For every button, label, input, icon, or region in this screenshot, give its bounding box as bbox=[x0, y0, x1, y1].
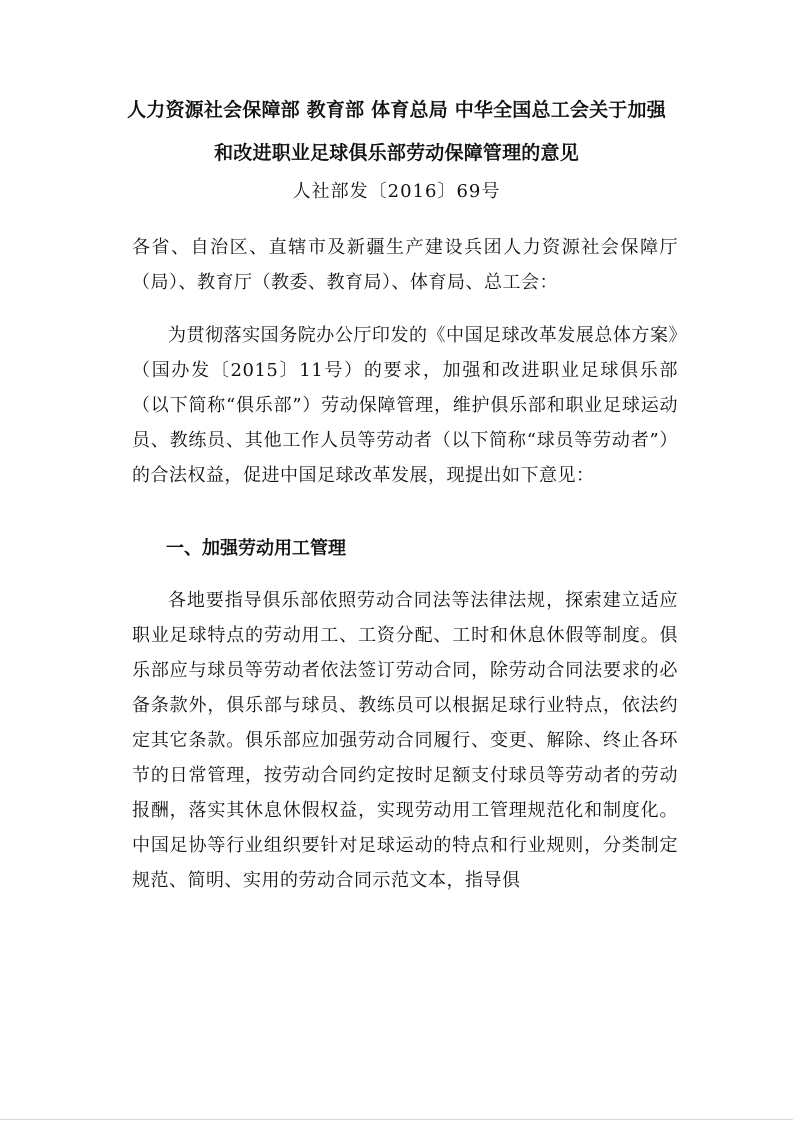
document-number: 人社部发〔2016〕69号 bbox=[292, 181, 501, 202]
document-title-line-1: 人力资源社会保障部 教育部 体育总局 中华全国总工会关于加强 bbox=[127, 99, 666, 121]
intro-paragraph: 为贯彻落实国务院办公厅印发的《中国足球改革发展总体方案》（国办发〔2015〕11号）的要求，加强和改进职业足球俱乐部（以下简称“俱乐部”）劳动保障管理，维护俱乐部和职业足球运动员、教练员、其他工作人员等劳动者（以下简称“球员等劳动者”）的合法权益，促进中国足球改革发展，现提出如下意见： bbox=[132, 325, 678, 486]
document-title-line-2: 和改进职业足球俱乐部劳动保障管理的意见 bbox=[214, 142, 579, 164]
section-1-paragraph: 各地要指导俱乐部依照劳动合同法等法律法规，探索建立适应职业足球特点的劳动用工、工资分配、工时和休息休假等制度。俱乐部应与球员等劳动者依法签订劳动合同，除劳动合同法要求的必备条款外，俱乐部与球员、教练员可以根据足球行业特点，依法约定其它条款。俱乐部应加强劳动合同履行、变更、解除、终止各环节的日常管理，按劳动合同约定按时足额支付球员等劳动者的劳动报酬，落实其休息休假权益，实现劳动用工管理规范化和制度化。中国足协等行业组织要针对足球运动的特点和行业规则，分类制定规范、简明、实用的劳动合同示范文本，指导俱 bbox=[132, 590, 678, 891]
section-heading-1: 一、加强劳动用工管理 bbox=[166, 538, 346, 559]
addressee-paragraph: 各省、自治区、直辖市及新疆生产建设兵团人力资源社会保障厅（局）、教育厅（教委、教育局）、体育局、总工会： bbox=[132, 237, 678, 293]
page-bottom-divider bbox=[0, 1119, 793, 1120]
